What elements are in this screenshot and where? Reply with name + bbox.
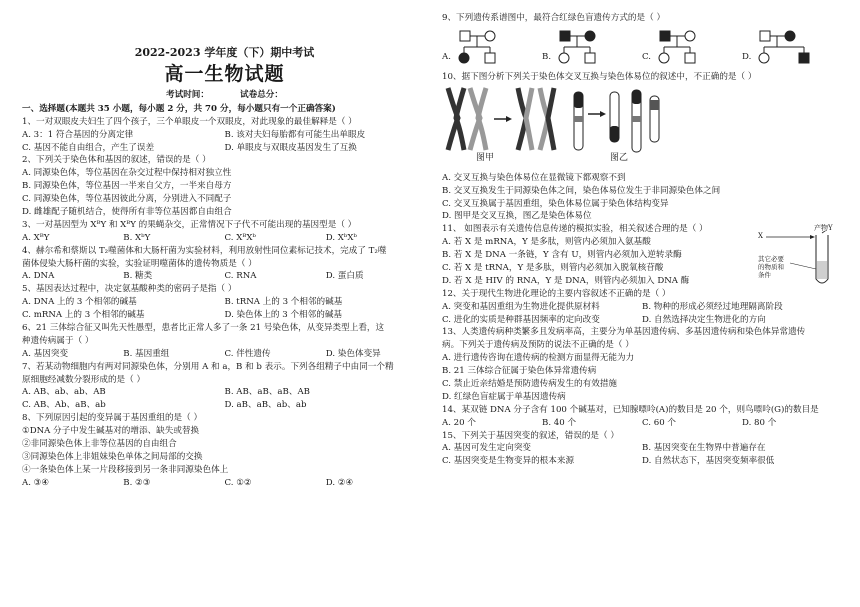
option-b: B. 40 个 [542, 417, 577, 428]
option-c: C. XᴮXᵇ [224, 232, 256, 243]
question-stem-continued: 病。下列关于遗传病及预防的说法不正确的是（ ） [442, 340, 634, 351]
pedigree-b [542, 29, 642, 69]
left-column [22, 0, 427, 490]
option-d: D. 自然选择决定生物进化的方向 [642, 314, 766, 325]
option-a: A. 交叉互换与染色体易位在显微镜下都观察不到 [442, 172, 626, 183]
exam-time-label: 考试时间： [166, 90, 209, 100]
question-stem: 1、一对双眼皮夫妇生了四个孩子，三个单眼皮一个双眼皮，对此现象的最佳解释是（ ） [22, 116, 357, 127]
question-3 [22, 219, 427, 245]
option-a: A. 基因突变 [22, 348, 69, 359]
option-c-label: C. [642, 51, 652, 62]
option-a: A. DNA 上的 3 个相邻的碱基 [22, 297, 137, 308]
option-d: D. 红绿色盲症属于单基因遗传病 [442, 391, 566, 402]
option-b: B. 同源染色体，等位基因一半来自父方，一半来自母方 [22, 181, 232, 192]
option-a: A. XᴮY [22, 232, 50, 243]
question-6 [22, 322, 427, 361]
option-d: D. XᵇXᵇ [325, 232, 357, 243]
pedigree-c [642, 29, 742, 69]
option-b: B. 基因重组 [123, 348, 170, 359]
option-d: D. 蛋白质 [325, 271, 364, 282]
option-d: D. ②④ [325, 477, 354, 488]
option-b: B. 基因突变在生物界中普遍存在 [642, 443, 766, 454]
section-heading: 一、选择题(本题共 35 小题，每小题 2 分，共 70 分，每小题只有一个正确答案) [22, 103, 336, 114]
option-b: B. 该对夫妇每胎都有可能生出单眼皮 [224, 129, 366, 140]
option-a: A. 基因可发生定向突变 [442, 443, 532, 454]
option-a: A. 3：1 符合基因的分离定律 [22, 129, 134, 140]
question-stem: 5、基因表达过程中，决定氨基酸种类的密码子是指（ ） [22, 284, 237, 295]
figure-label-conditions-3: 条件 [758, 271, 771, 280]
pedigree-a [442, 29, 542, 69]
option-d-label: D. [742, 51, 752, 62]
exam-meta [22, 89, 427, 102]
option-b: B. XᵇY [123, 232, 151, 243]
option-c: C. 若 X 是 tRNA，Y 是多肽，则管内必须加入脱氧核苷酸 [442, 263, 664, 274]
option-c: C. 交叉互换属于基因重组，染色体易位属于染色体结构变异 [442, 198, 669, 209]
option-b: B. 物种的形成必须经过地理隔离阶段 [642, 301, 783, 312]
question-stem-continued: 种遗传病属于（ ） [22, 335, 94, 346]
question-stem-continued: 菌体侵染大肠杆菌的实验，实验证明噬菌体的遗传物质是（ ） [22, 258, 257, 269]
option-b: B. 若 X 是 DNA 一条链，Y 含有 U，则管内必须加入逆转录酶 [442, 250, 682, 261]
option-d: D. 自然状态下，基因突变频率很低 [642, 456, 775, 467]
option-b: B. ②③ [123, 477, 151, 488]
pedigree-a-icon [442, 29, 532, 69]
question-stem: 11、 如图表示有关遗传信息传递的模拟实验，相关叙述合理的是（ ） [442, 224, 708, 235]
question-stem: 13、人类遗传病种类繁多且发病率高，主要分为单基因遗传病、多基因遗传病和染色体异常遗传 [442, 327, 806, 338]
question-12 [442, 288, 842, 327]
figure-label-conditions-2: 的物质和 [758, 263, 784, 272]
question-stem: 10、据下图分析下列关于染色体交叉互换与染色体易位的叙述中，不正确的是（ ） [442, 71, 757, 82]
figure-b-caption: 图乙 [610, 152, 629, 163]
option-a: A. 若 X 是 mRNA，Y 是多肽，则管内必须加入氨基酸 [442, 237, 651, 248]
option-d: D. 80 个 [742, 417, 777, 428]
option-d: D. 染色体上的 3 个相邻的碱基 [224, 310, 343, 321]
option-b: B. 21 三体综合征属于染色体异常遗传病 [442, 366, 597, 377]
question-stem: 7、若某动物细胞内有两对同源染色体，分别用 A 和 a，B 和 b 表示。下列各组精子中由同一个精 [22, 361, 394, 372]
question-7 [22, 361, 427, 413]
question-10 [442, 71, 842, 223]
question-5 [22, 283, 427, 322]
option-a: A. AB、ab、ab、AB [22, 387, 106, 398]
option-a: A. 进行遗传咨询在遗传病的检测方面显得无能为力 [442, 353, 635, 364]
question-stem: 4、赫尔希和蔡斯以 T₂噬菌体和大肠杆菌为实验材料，利用放射性同位素标记技术，完成了 T₂噬 [22, 245, 387, 256]
option-a: A. 同源染色体，等位基因在杂交过程中保持相对独立性 [22, 168, 232, 179]
option-c: C. 基因突变是生物变异的根本来源 [442, 456, 575, 467]
right-column [442, 12, 842, 468]
option-b: B. 糖类 [123, 271, 153, 282]
question-14 [442, 404, 842, 430]
test-tube-figure [758, 224, 836, 287]
question-stem: 6、21 三体综合征又叫先天性愚型，患者比正常人多了一条 21 号染色体，从变异类型上看，这 [22, 323, 385, 334]
question-stem: 2、下列关于染色体和基因的叙述，错误的是（ ） [22, 155, 211, 166]
option-d: D. aB、aB、ab、ab [224, 400, 307, 411]
option-b-label: B. [542, 51, 552, 62]
question-13 [442, 326, 842, 403]
question-stem-continued: 原细胞经减数分裂形成的是（ ） [22, 374, 146, 385]
figure-label-y: 产物Y [814, 224, 833, 233]
option-b: B. tRNA 上的 3 个相邻的碱基 [224, 297, 343, 308]
question-stem: 8、下列原因引起的变异属于基因重组的是（ ） [22, 413, 203, 424]
figure-label-x: X [758, 232, 763, 241]
option-b: B. AB、aB、aB、AB [224, 387, 310, 398]
option-d: D. 图甲是交叉互换，图乙是染色体易位 [442, 211, 592, 222]
pedigree-options [442, 29, 842, 69]
option-c: C. mRNA 上的 3 个相邻的碱基 [22, 310, 145, 321]
figure-label-conditions-1: 其它必要 [758, 255, 784, 264]
option-a: A. 突变和基因重组为生物进化提供原材料 [442, 301, 600, 312]
question-15 [442, 430, 842, 469]
option-c: C. 伴性遗传 [224, 348, 271, 359]
pedigree-d-icon [742, 29, 842, 69]
option-b: B. 交叉互换发生于同源染色体之间，染色体易位发生于非同源染色体之间 [442, 185, 721, 196]
question-stem: 14、某双链 DNA 分子含有 100 个碱基对，已知腺嘌呤(A)的数目是 20 个，则鸟嘌呤(G)的数目是 [442, 404, 819, 415]
option-a: A. DNA [22, 271, 55, 282]
pedigree-d [742, 29, 842, 69]
option-c: C. AB、Ab、aB、ab [22, 400, 106, 411]
question-stem: 3、一对基因型为 XᴮY 和 XᴮY 的果蝇杂交，正常情况下子代不可能出现的基因型是（ ） [22, 219, 357, 230]
question-2 [22, 154, 427, 218]
total-score-label: 试卷总分： [240, 90, 283, 100]
option-d: D. 单眼皮与双眼皮基因发生了互换 [224, 142, 357, 153]
question-stem: 12、关于现代生物进化理论的主要内容叙述不正确的是（ ） [442, 288, 671, 299]
statement-1: ①DNA 分子中发生碱基对的增添、缺失或替换 [22, 426, 200, 437]
figure-a-caption: 图甲 [476, 152, 495, 163]
option-c: C. ①② [224, 477, 252, 488]
option-c: C. 进化的实质是种群基因频率的定向改变 [442, 314, 600, 325]
statement-4: ④一条染色体上某一片段移接到另一条非同源染色体上 [22, 464, 229, 475]
option-c: C. 同源染色体，等位基因彼此分离，分别进入不同配子 [22, 194, 232, 205]
statement-2: ②非同源染色体上非等位基因的自由组合 [22, 439, 177, 450]
chromosome-figure [442, 86, 842, 168]
question-4 [22, 245, 427, 284]
question-11 [442, 223, 842, 287]
exam-main-title: 高一生物试题 [164, 63, 285, 85]
statement-3: ③同源染色体上非姐妹染色单体之间局部的交换 [22, 451, 203, 462]
question-stem: 9、下列遗传系谱图中，最符合红绿色盲遗传方式的是（ ） [442, 13, 666, 23]
question-stem: 15、下列关于基因突变的叙述，错误的是（ ） [442, 430, 619, 441]
option-a-label: A. [442, 51, 451, 62]
option-a: A. ③④ [22, 477, 50, 488]
option-d: D. 染色体变异 [325, 348, 381, 359]
question-9 [442, 12, 842, 69]
question-8 [22, 412, 427, 489]
option-c: C. 基因不能自由组合，产生了误差 [22, 142, 155, 153]
option-c: C. RNA [224, 271, 257, 282]
exam-year-title: 2022-2023 学年度（下）期中考试 [134, 46, 315, 59]
option-a: A. 20 个 [442, 417, 476, 428]
pedigree-c-icon [642, 29, 732, 69]
option-d: D. 若 X 是 HIV 的 RNA，Y 是 DNA，则管内必须加入 DNA 酶 [442, 275, 690, 286]
option-c: C. 60 个 [642, 417, 676, 428]
question-1 [22, 116, 427, 155]
option-c: C. 禁止近亲结婚是预防遗传病发生的有效措施 [442, 379, 618, 390]
pedigree-b-icon [542, 29, 632, 69]
option-d: D. 雌雄配子随机结合，使得所有非等位基因都自由组合 [22, 207, 232, 218]
